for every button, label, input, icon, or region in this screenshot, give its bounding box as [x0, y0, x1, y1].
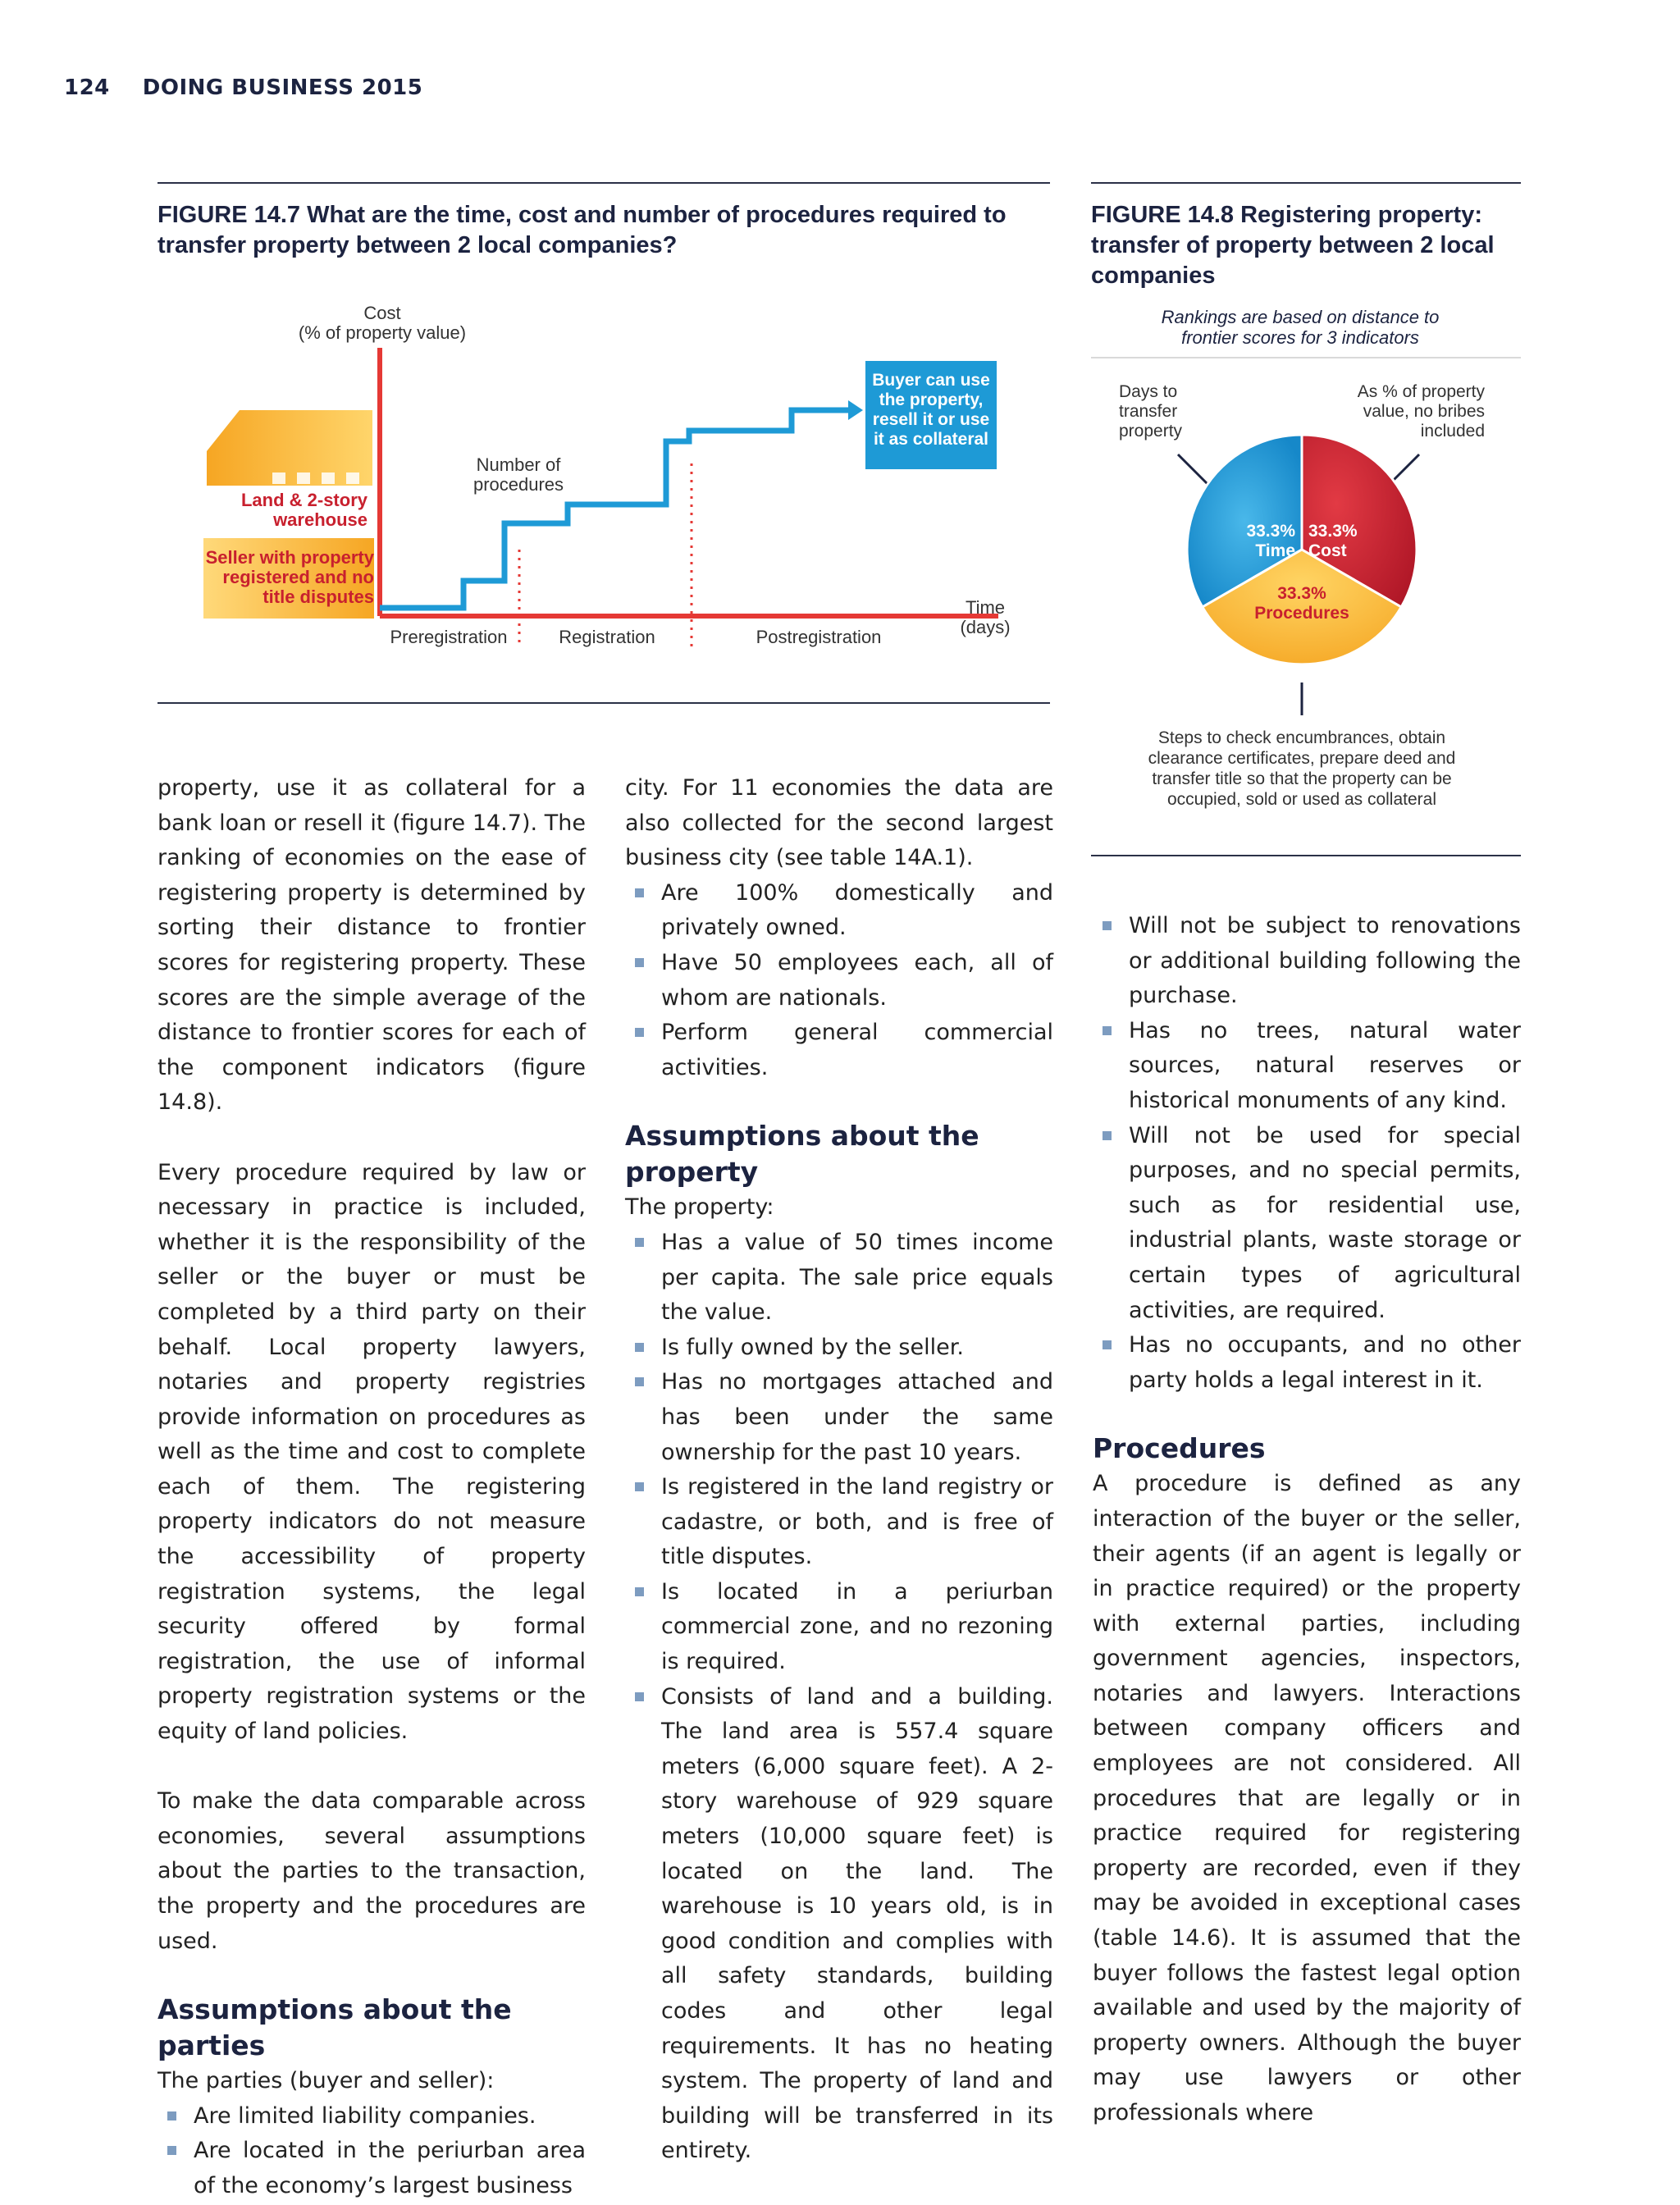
list-item: Perform general commercial activities. — [625, 1016, 1053, 1085]
pie-label-cost: Cost — [1308, 541, 1347, 560]
buyer-box-line1: Buyer can use — [872, 371, 990, 390]
cost-axis-label-line1: Cost — [363, 303, 401, 323]
col1-paragraph-2: Every procedure required by law or necessary in practice is included, whether it is the responsibility of the seller or the buyer or must be completed by a third party on their behalf. Local property lawyers, notaries and property registries provide information on procedures as well as the time and cost to complete each of them. The registering property indicators do not measure the accessibility of property registration systems, the legal security offered by formal registration, the use of informal property registration systems or the equity of land policies. — [158, 1159, 586, 1745]
figure-14-7-top-rule — [158, 182, 1050, 184]
right-note-line3: included — [1420, 422, 1485, 441]
list-item: Consists of land and a building. The land area is 557.4 square meters (6,000 square feet). A 2-story warehouse of 929 square meters (10,000 square feet) is located on the land. The warehouse is 10 years old, is in good condition and complies with all safety standards, building codes and other legal requirements. It has no heating system. The property of land and building will be transferred in its entirety. — [625, 1680, 1053, 2169]
phase-label-preregistration: Preregistration — [390, 627, 508, 647]
heading-assumptions-property: Assumptions about the property — [625, 1120, 979, 1189]
figure-14-8-subtitle-line1: Rankings are based on distance to — [1161, 307, 1440, 327]
figure-14-7-bottom-rule — [158, 702, 1050, 704]
publication-title: DOING BUSINESS 2015 — [142, 75, 423, 100]
right-note-line1: As % of property — [1357, 382, 1485, 401]
list-item: Have 50 employees each, all of whom are nationals. — [625, 946, 1053, 1016]
heading-procedures: Procedures — [1093, 1432, 1266, 1465]
bottom-note-line2: clearance certificates, prepare deed and — [1148, 749, 1456, 768]
pie-label-time: Time — [1255, 541, 1295, 560]
figure-14-8-subtitle-line2: frontier scores for 3 indicators — [1181, 327, 1419, 348]
list-item: Is located in a periurban commercial zone, and no rezoning is required. — [625, 1575, 1053, 1680]
figure-14-8-caption-line3: companies — [1091, 262, 1216, 289]
pie-label-cost-percent: 33.3% — [1308, 522, 1358, 541]
list-item: Has no mortgages attached and has been under the same ownership for the past 10 years. — [625, 1365, 1053, 1470]
figure-14-8-bottom-rule — [1091, 855, 1521, 856]
col1-paragraph-3: To make the data comparable across economies, several assumptions about the parties to the transaction, the property and the procedures are used. — [158, 1788, 586, 1954]
running-header — [64, 75, 422, 100]
col1-bullet-list — [158, 2099, 586, 2204]
pie-label-procedures: Procedures — [1254, 604, 1349, 623]
list-item: Is fully owned by the seller. — [625, 1331, 1053, 1366]
phase-label-postregistration: Postregistration — [756, 627, 882, 647]
col3-procedures-paragraph: A procedure is defined as any interaction of the buyer or the seller, their agents (if an agent is legally or in practice required) or the property with external parties, including government agencies, inspectors, notaries and lawyers. Interactions between company officers and employees are not considered. All procedures that are legally or in practice required for registering property are recorded, even if they may be avoided in exceptional cases (table 14.6). It is assumed that the buyer follows the fastest legal option available and used by the majority of property owners. Although the buyer may use lawyers or other professionals where — [1093, 1471, 1521, 2125]
left-note-line2: transfer — [1119, 402, 1178, 421]
phase-label-registration: Registration — [559, 627, 655, 647]
text-column-2 — [625, 771, 1053, 2169]
cost-axis-label-line2: (% of property value) — [298, 322, 467, 343]
col2-bullet-list-1 — [625, 876, 1053, 1086]
bottom-note-line4: occupied, sold or used as collateral — [1166, 790, 1437, 809]
text-column-1 — [158, 771, 586, 2204]
warehouse-label-line1: Land & 2-story — [240, 490, 368, 510]
seller-label-line1: Seller with property — [205, 547, 374, 568]
page-number: 124 — [64, 75, 110, 100]
pie-label-time-percent: 33.3% — [1246, 522, 1295, 541]
left-note-line3: property — [1119, 422, 1183, 441]
col1-paragraph-1: property, use it as collateral for a bank loan or resell it (figure 14.7). The ranking of economies on the ease of registering property is determined by sorting their distance to frontier scores for registering property. These scores are the simple average of the distance to frontier scores for each of the component indicators (figure 14.8). — [158, 775, 586, 1116]
figure-14-8-diagram — [1091, 299, 1521, 815]
pointer-line-time — [1178, 454, 1209, 486]
list-item: Is registered in the land registry or cadastre, or both, and is free of title disputes. — [625, 1470, 1053, 1575]
procedures-label-line2: procedures — [472, 474, 564, 495]
warehouse-icon — [207, 410, 372, 486]
time-axis-label-line2: (days) — [960, 617, 1011, 637]
seller-label-line2: registered and no — [222, 567, 374, 587]
seller-label-line3: title disputes — [262, 587, 374, 607]
bottom-note-line3: transfer title so that the property can be — [1152, 769, 1452, 788]
figure-14-8-caption-line2: transfer of property between 2 local — [1091, 232, 1495, 258]
buyer-box-line2: the property, — [879, 390, 984, 409]
right-note-line2: value, no bribes — [1363, 402, 1485, 421]
list-item: Has no trees, natural water sources, natural reserves or historical monuments of any kind. — [1093, 1014, 1521, 1119]
list-item: Are located in the periurban area of the economy’s largest business — [158, 2134, 586, 2203]
figure-14-8-caption-line1: FIGURE 14.8 Registering property: — [1091, 202, 1482, 228]
left-note-line1: Days to — [1119, 382, 1178, 401]
text-column-3 — [1093, 909, 1521, 2131]
col2-paragraph-1: city. For 11 economies the data are also collected for the second largest business city (see table 14A.1). — [625, 775, 1053, 871]
figure-14-8-caption — [1091, 200, 1521, 291]
buyer-box-line4: it as collateral — [873, 430, 989, 449]
figure-14-7-diagram — [158, 295, 1050, 681]
figure-14-8-top-rule — [1091, 182, 1521, 184]
list-item: Will not be subject to renovations or additional building following the purchase. — [1093, 909, 1521, 1014]
buyer-box-line3: resell it or use — [872, 410, 990, 429]
list-item: Will not be used for special purposes, and no special permits, such as for residential use, industrial plants, waste storage or certain types of agricultural activities, are required. — [1093, 1119, 1521, 1329]
procedures-label-line1: Number of — [476, 454, 561, 475]
procedures-staircase — [380, 410, 848, 608]
list-item: Are limited liability companies. — [158, 2099, 586, 2134]
heading-assumptions-parties: Assumptions about the parties — [158, 1993, 512, 2062]
col1-parties-intro: The parties (buyer and seller): — [158, 2068, 495, 2094]
col2-property-intro: The property: — [625, 1194, 774, 1221]
figure-14-7-caption: FIGURE 14.7 What are the time, cost and number of procedures required to transfer property between 2 local companies? — [158, 202, 1007, 258]
time-axis-label-line1: Time — [965, 597, 1006, 618]
warehouse-label-line2: warehouse — [273, 509, 368, 530]
pie-label-procedures-percent: 33.3% — [1277, 584, 1326, 603]
list-item: Are 100% domestically and privately owned. — [625, 876, 1053, 946]
list-item: Has no occupants, and no other party holds a legal interest in it. — [1093, 1328, 1521, 1398]
staircase-arrow-head — [848, 400, 863, 420]
list-item: Has a value of 50 times income per capita. The sale price equals the value. — [625, 1226, 1053, 1331]
bottom-note-line1: Steps to check encumbrances, obtain — [1157, 728, 1446, 747]
col2-bullet-list-2 — [625, 1226, 1053, 2169]
col3-bullet-list — [1093, 909, 1521, 1398]
